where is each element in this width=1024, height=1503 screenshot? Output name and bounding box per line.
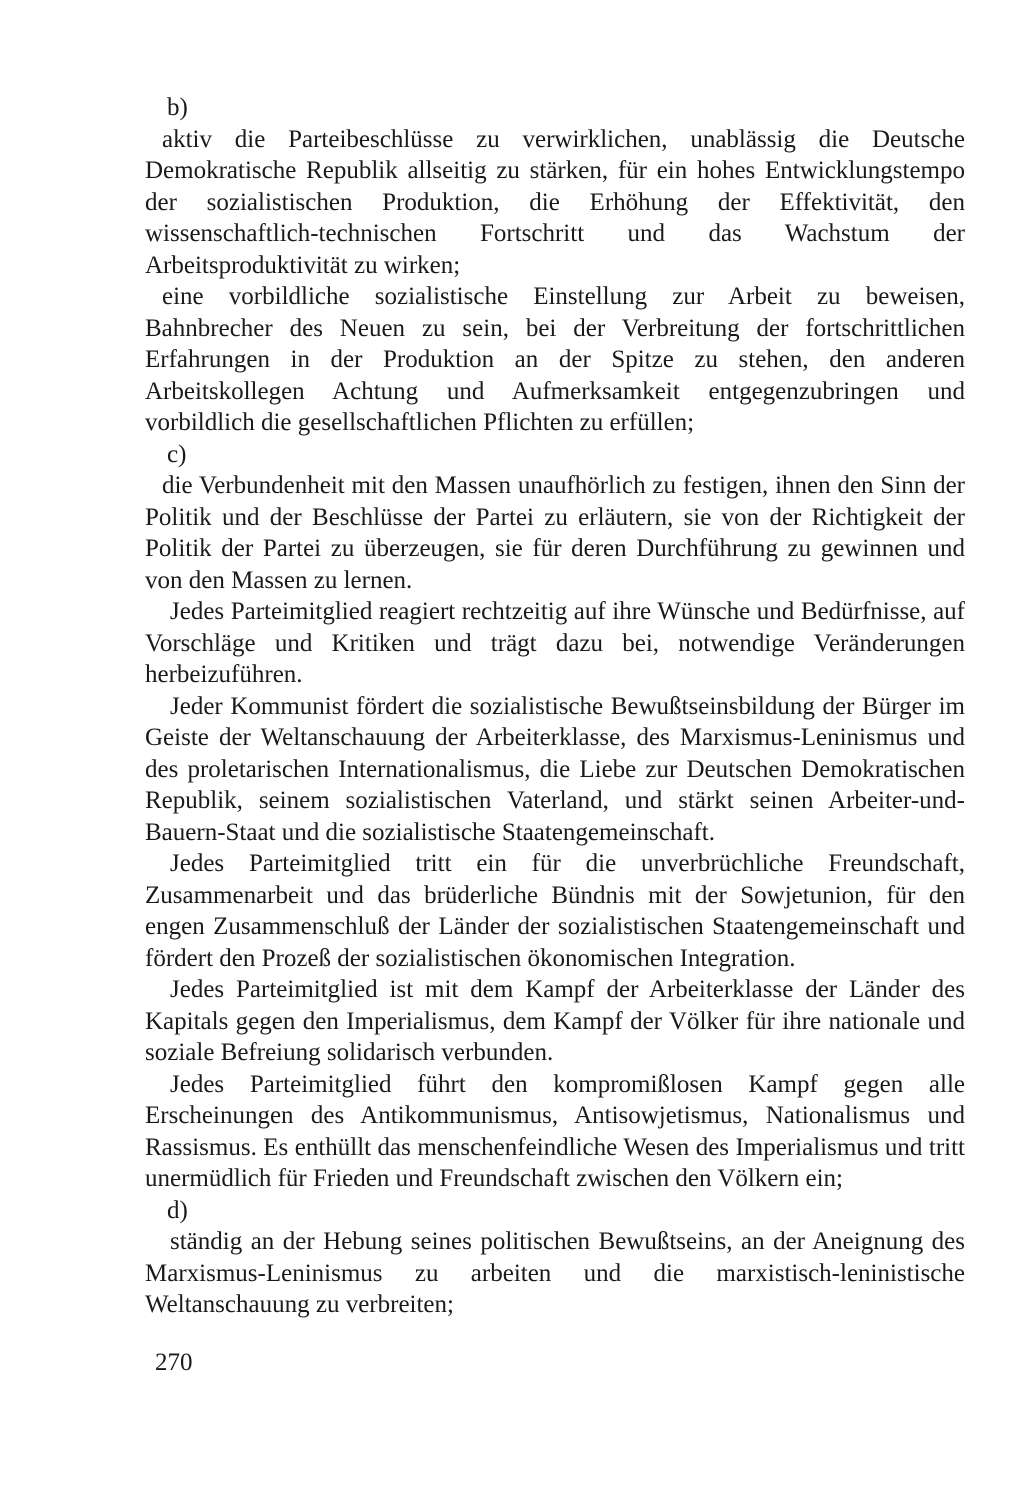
paragraph: Jedes Parteimitglied ist mit dem Kampf der Arbeiterklasse der Länder des Kapitals gegen den Imperialismus, dem Kampf der Völker für ihre nationale und soziale Befreiung solidarisch verbunden.: [145, 976, 965, 1066]
item-label-b: b): [167, 94, 188, 121]
body-text: [145, 92, 965, 1321]
paragraph: eine vorbildliche sozialistische Einstellung zur Arbeit zu beweisen, Bahnbrecher des Neuen zu sein, bei der Verbreitung der fortschrittlichen Erfahrungen in der Produktion an der Spitze zu stehen, den anderen Arbeitskollegen Achtung und Aufmerksamkeit entgegenzubringen und vorbildlich die gesellschaftlichen Pflichten zu erfüllen;: [145, 283, 965, 436]
paragraph: Jedes Parteimitglied reagiert rechtzeitig auf ihre Wünsche und Bedürfnisse, auf Vorschläge und Kritiken und trägt dazu bei, notwendige Veränderungen herbeizuführen.: [145, 598, 965, 688]
item-label-c: c): [167, 440, 187, 468]
paragraph: Jeder Kommunist fördert die sozialistische Bewußtseinsbildung der Bürger im Geiste der Weltanschauung der Arbeiterklasse, des Marxismus-Leninismus und des proletarischen Internationalismus, die Liebe zur Deutschen Demokratischen Republik, seinem sozialistischen Vaterland, und stärkt seinen Arbeiter-und-Bauern-Staat und die sozialistische Staatengemeinschaft.: [145, 692, 965, 846]
paragraph: Jedes Parteimitglied führt den kompromißlosen Kampf gegen alle Erscheinungen des Antikommunismus, Antisowjetismus, Nationalismus und Rassismus. Es enthüllt das menschenfeindliche Wesen des Imperialismus und tritt unermüdlich für Frieden und Freundschaft zwischen den Völkern ein;: [145, 1070, 965, 1192]
paragraph: aktiv die Parteibeschlüsse zu verwirklichen, unablässig die Deutsche Demokratische Republik allseitig zu stärken, für ein hohes Entwicklungstempo der sozialistischen Produktion, die Erhöhung der Effektivität, den wissenschaftlich-technischen Fortschritt und das Wachstum der Arbeitsproduktivität zu wirken;: [145, 125, 965, 279]
page-number: 270: [155, 1349, 193, 1376]
item-label-d: d): [167, 1196, 188, 1224]
paragraph: ständig an der Hebung seines politischen Bewußtseins, an der Aneignung des Marxismus-Leninismus zu arbeiten und die marxistisch-leninistische Weltanschauung zu verbreiten;: [145, 1228, 965, 1318]
paragraph: die Verbundenheit mit den Massen unaufhörlich zu festigen, ihnen den Sinn der Politik und der Beschlüsse der Partei zu erläutern, sie von der Richtigkeit der Politik der Partei zu überzeugen, sie für deren Durchführung zu gewinnen und von den Massen zu lernen.: [145, 472, 965, 594]
paragraph: Jedes Parteimitglied tritt ein für die unverbrüchliche Freundschaft, Zusammenarbeit und das brüderliche Bündnis mit der Sowjetunion, für den engen Zusammenschluß der Länder der sozialistischen Staatengemeinschaft und fördert den Prozeß der sozialistischen ökonomischen Integration.: [145, 850, 965, 972]
